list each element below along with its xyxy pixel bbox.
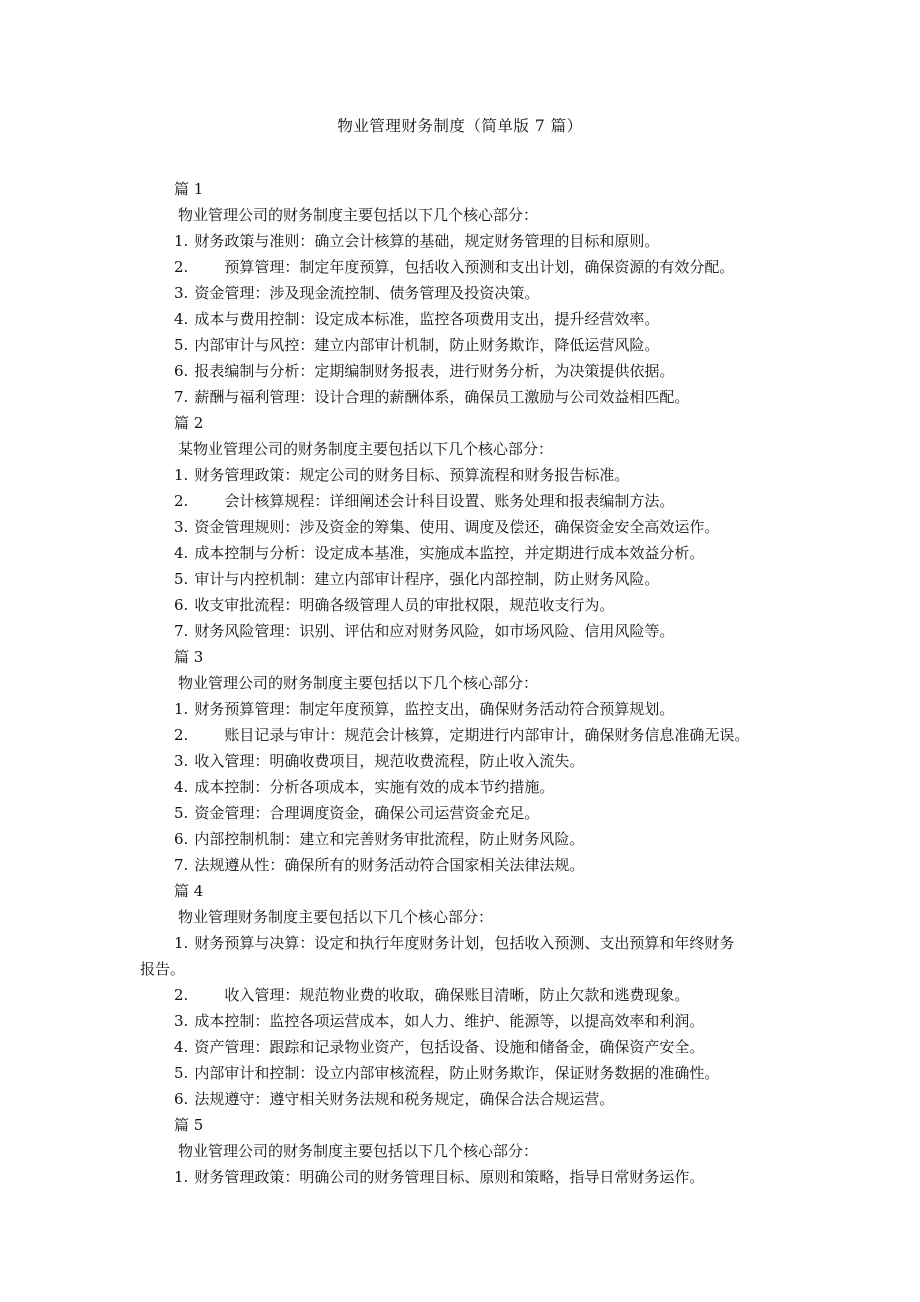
list-item-text: 财务预算与决算：设定和执行年度财务计划，包括收入预测、支出预算和年终财务 xyxy=(194,934,735,952)
list-item-text: 财务管理政策：规定公司的财务目标、预算流程和财务报告标准。 xyxy=(194,466,630,484)
list-item-text: 财务预算管理：制定年度预算，监控支出，确保财务活动符合预算规划。 xyxy=(194,700,675,718)
list-item-number: 6. xyxy=(174,830,189,848)
section-heading: 篇 2 xyxy=(174,414,204,432)
list-item-text: 资产管理：跟踪和记录物业资产，包括设备、设施和储备金，确保资产安全。 xyxy=(194,1038,705,1056)
section-intro: 某物业管理公司的财务制度主要包括以下几个核心部分： xyxy=(178,440,554,458)
list-item-number: 4. xyxy=(174,778,189,796)
list-item xyxy=(140,514,800,540)
list-item xyxy=(140,618,800,644)
list-item-number: 1. xyxy=(174,232,189,250)
section-heading: 篇 4 xyxy=(174,882,204,900)
list-item-number: 7. xyxy=(174,856,189,874)
list-item-text: 预算管理：制定年度预算，包括收入预测和支出计划，确保资源的有效分配。 xyxy=(224,258,735,276)
list-item xyxy=(140,358,800,384)
list-item-text: 薪酬与福利管理：设计合理的薪酬体系，确保员工激励与公司效益相匹配。 xyxy=(194,388,690,406)
list-item xyxy=(140,1008,800,1034)
list-item xyxy=(140,566,800,592)
list-item-text: 财务政策与准则：确立会计核算的基础，规定财务管理的目标和原则。 xyxy=(194,232,660,250)
list-item-number: 6. xyxy=(174,596,189,614)
list-item xyxy=(140,852,800,878)
document-body xyxy=(140,176,800,1190)
list-item-text: 资金管理：合理调度资金，确保公司运营资金充足。 xyxy=(194,804,540,822)
list-item xyxy=(140,228,800,254)
list-item-text: 成本控制：监控各项运营成本，如人力、维护、能源等，以提高效率和利润。 xyxy=(194,1012,705,1030)
list-item-number: 3. xyxy=(174,1012,189,1030)
list-item-text: 法规遵守：遵守相关财务法规和税务规定，确保合法合规运营。 xyxy=(194,1090,615,1108)
list-item-text: 资金管理：涉及现金流控制、债务管理及投资决策。 xyxy=(194,284,540,302)
list-item-number: 3. xyxy=(174,752,189,770)
list-item xyxy=(140,592,800,618)
list-item-text: 审计与内控机制：建立内部审计程序，强化内部控制，防止财务风险。 xyxy=(194,570,660,588)
list-item-number: 2. xyxy=(174,258,189,276)
list-item xyxy=(140,254,800,280)
list-item-text: 收入管理：明确收费项目，规范收费流程，防止收入流失。 xyxy=(194,752,585,770)
list-item-text: 内部审计与风控：建立内部审计机制，防止财务欺诈，降低运营风险。 xyxy=(194,336,660,354)
list-item-text: 成本与费用控制：设定成本标准，监控各项费用支出，提升经营效率。 xyxy=(194,310,660,328)
list-item xyxy=(140,722,800,748)
list-item xyxy=(140,774,800,800)
list-item-text: 成本控制与分析：设定成本基准，实施成本监控，并定期进行成本效益分析。 xyxy=(194,544,705,562)
list-item-text: 成本控制：分析各项成本，实施有效的成本节约措施。 xyxy=(194,778,555,796)
list-item-number: 1. xyxy=(174,466,189,484)
list-item-text: 资金管理规则：涉及资金的筹集、使用、调度及偿还，确保资金安全高效运作。 xyxy=(194,518,720,536)
list-item-text: 财务管理政策：明确公司的财务管理目标、原则和策略，指导日常财务运作。 xyxy=(194,1168,705,1186)
section-intro: 物业管理公司的财务制度主要包括以下几个核心部分： xyxy=(178,206,539,224)
list-item xyxy=(140,748,800,774)
list-item-number: 5. xyxy=(174,1064,189,1082)
section-intro: 物业管理公司的财务制度主要包括以下几个核心部分： xyxy=(178,1142,539,1160)
list-item-number: 6. xyxy=(174,362,189,380)
section-heading: 篇 5 xyxy=(174,1116,204,1134)
list-item-text: 收支审批流程：明确各级管理人员的审批权限，规范收支行为。 xyxy=(194,596,615,614)
list-item xyxy=(140,540,800,566)
list-item-text: 会计核算规程：详细阐述会计科目设置、账务处理和报表编制方法。 xyxy=(224,492,675,510)
list-item-number: 7. xyxy=(174,622,189,640)
list-item xyxy=(140,982,800,1008)
list-item-text: 收入管理：规范物业费的收取，确保账目清晰，防止欠款和逃费现象。 xyxy=(224,986,690,1004)
list-item-number: 2. xyxy=(174,986,189,1004)
section-heading: 篇 3 xyxy=(174,648,204,666)
list-item-text: 财务风险管理：识别、评估和应对财务风险，如市场风险、信用风险等。 xyxy=(194,622,675,640)
list-item xyxy=(140,462,800,488)
document-title: 物业管理财务制度（简单版 7 篇） xyxy=(337,117,583,135)
list-item xyxy=(140,696,800,722)
list-item-number: 4. xyxy=(174,1038,189,1056)
list-item xyxy=(140,1060,800,1086)
list-item xyxy=(140,332,800,358)
list-item-number: 7. xyxy=(174,388,189,406)
list-item xyxy=(140,1086,800,1112)
list-item xyxy=(140,306,800,332)
list-item-number: 2. xyxy=(174,492,189,510)
list-item-number: 6. xyxy=(174,1090,189,1108)
section-intro: 物业管理公司的财务制度主要包括以下几个核心部分： xyxy=(178,674,539,692)
list-item xyxy=(140,488,800,514)
list-item-number: 5. xyxy=(174,336,189,354)
section-intro: 物业管理财务制度主要包括以下几个核心部分： xyxy=(178,908,494,926)
list-item xyxy=(140,826,800,852)
list-item-number: 2. xyxy=(174,726,189,744)
list-item xyxy=(140,1034,800,1060)
list-item-number: 1. xyxy=(174,1168,189,1186)
list-item-number: 3. xyxy=(174,518,189,536)
list-item xyxy=(140,930,800,956)
list-item xyxy=(140,800,800,826)
list-item-continuation: 报告。 xyxy=(140,960,186,978)
list-item xyxy=(140,1164,800,1190)
list-item-number: 3. xyxy=(174,284,189,302)
list-item-text: 内部审计和控制：设立内部审核流程，防止财务欺诈，保证财务数据的准确性。 xyxy=(194,1064,720,1082)
list-item-text: 报表编制与分析：定期编制财务报表，进行财务分析，为决策提供依据。 xyxy=(194,362,675,380)
list-item-text: 账目记录与审计：规范会计核算，定期进行内部审计，确保财务信息准确无误。 xyxy=(224,726,750,744)
list-item-text: 内部控制机制：建立和完善财务审批流程，防止财务风险。 xyxy=(194,830,585,848)
list-item-number: 4. xyxy=(174,544,189,562)
list-item-text: 法规遵从性：确保所有的财务活动符合国家相关法律法规。 xyxy=(194,856,585,874)
list-item-number: 1. xyxy=(174,934,189,952)
list-item-number: 5. xyxy=(174,570,189,588)
section-heading: 篇 1 xyxy=(174,180,204,198)
list-item-number: 1. xyxy=(174,700,189,718)
list-item-number: 4. xyxy=(174,310,189,328)
list-item xyxy=(140,280,800,306)
list-item xyxy=(140,384,800,410)
list-item-number: 5. xyxy=(174,804,189,822)
